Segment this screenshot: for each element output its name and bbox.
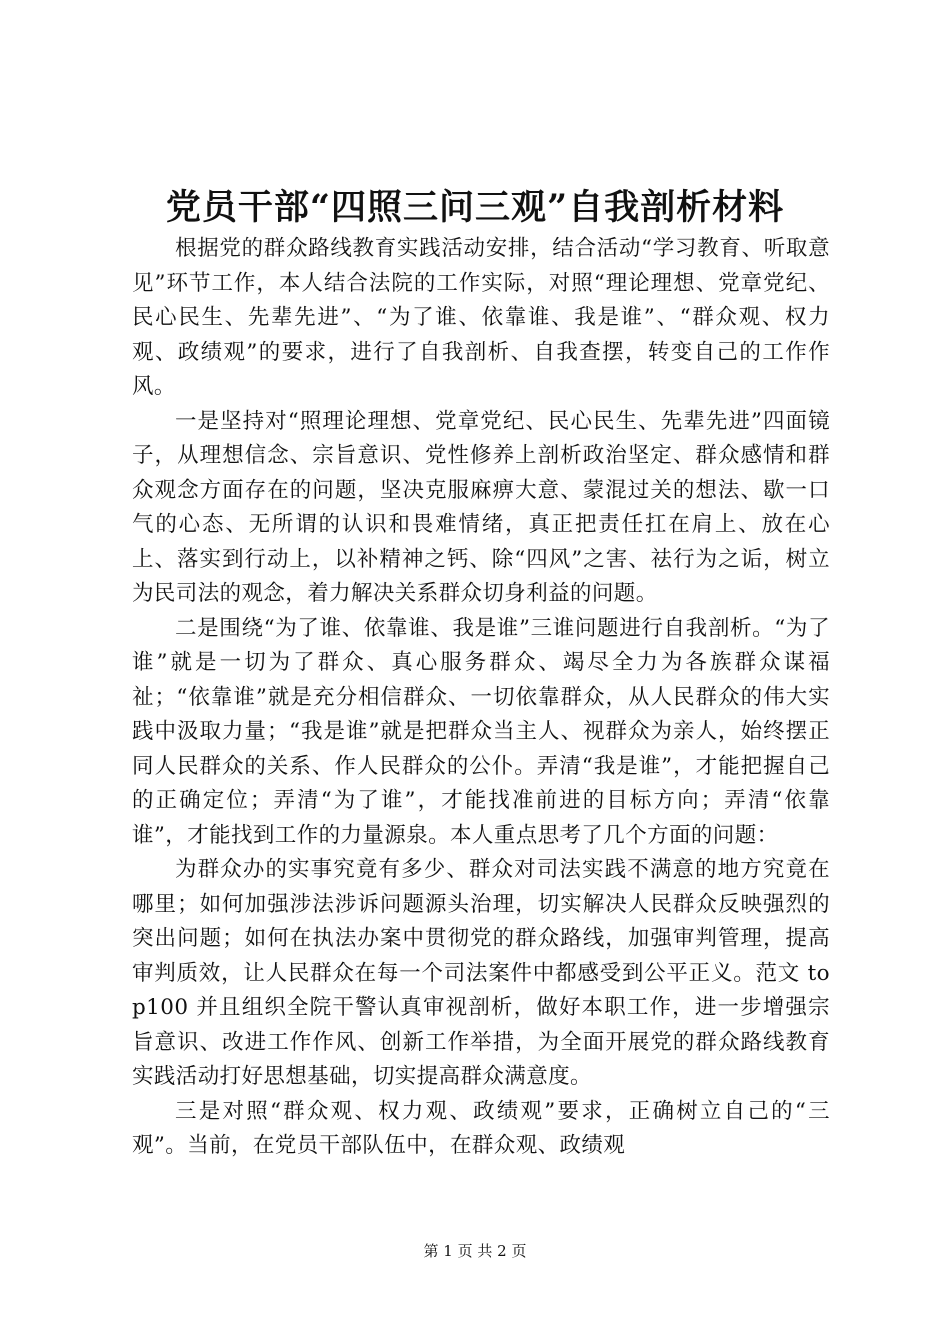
document-body <box>132 232 830 1164</box>
paragraph-point-three: 三是对照“群众观、权力观、政绩观”要求，正确树立自己的“三观”。当前，在党员干部队伍中，在群众观、政绩观 <box>132 1098 830 1158</box>
page-number-label: 第 1 页 共 2 页 <box>423 1242 527 1260</box>
paragraph-point-one: 一是坚持对“照理论理想、党章党纪、民心民生、先辈先进”四面镜子，从理想信念、宗旨意识、党性修养上剖析政治坚定、群众感情和群众观念方面存在的问题，坚决克服麻痹大意、蒙混过关的想法、歇一口气的心态、无所谓的认识和畏难情绪，真正把责任扛在肩上、放在心上、落实到行动上，以补精神之钙、除“四风”之害、祛行为之诟，树立为民司法的观念，着力解决关系群众切身利益的问题。 <box>132 408 830 606</box>
paragraph-questions: 为群众办的实事究竟有多少、群众对司法实践不满意的地方究竟在哪里；如何加强涉法涉诉问题源头治理，切实解决人民群众反映强烈的突出问题；如何在执法办案中贯彻党的群众路线，加强审判管理，提高审判质效，让人民群众在每一个司法案件中都感受到公平正义。范文 top100 并且组织全院干警认真审视剖析，做好本职工作，进一步增强宗旨意识、改进工作作风、创新工作举措，为全面开展党的群众路线教育实践活动打好思想基础，切实提高群众满意度。 <box>132 857 830 1089</box>
document-title: 党员干部“四照三问三观”自我剖析材料 <box>165 187 785 228</box>
page-footer <box>0 1241 950 1261</box>
paragraph-point-two: 二是围绕“为了谁、依靠谁、我是谁”三谁问题进行自我剖析。“为了谁”就是一切为了群众、真心服务群众、竭尽全力为各族群众谋福祉；“依靠谁”就是充分相信群众、一切依靠群众，从人民群众的伟大实践中汲取力量；“我是谁”就是把群众当主人、视群众为亲人，始终摆正同人民群众的关系、作人民群众的公仆。弄清“我是谁”，才能把握自己的正确定位；弄清“为了谁”，才能找准前进的目标方向；弄清“依靠谁”，才能找到工作的力量源泉。本人重点思考了几个方面的问题： <box>132 615 830 848</box>
paragraph-intro: 根据党的群众路线教育实践活动安排，结合活动“学习教育、听取意见”环节工作，本人结合法院的工作实际，对照“理论理想、党章党纪、民心民生、先辈先进”、“为了谁、依靠谁、我是谁”、“群众观、权力观、政绩观”的要求，进行了自我剖析、自我查摆，转变自己的工作作风。 <box>132 236 830 399</box>
